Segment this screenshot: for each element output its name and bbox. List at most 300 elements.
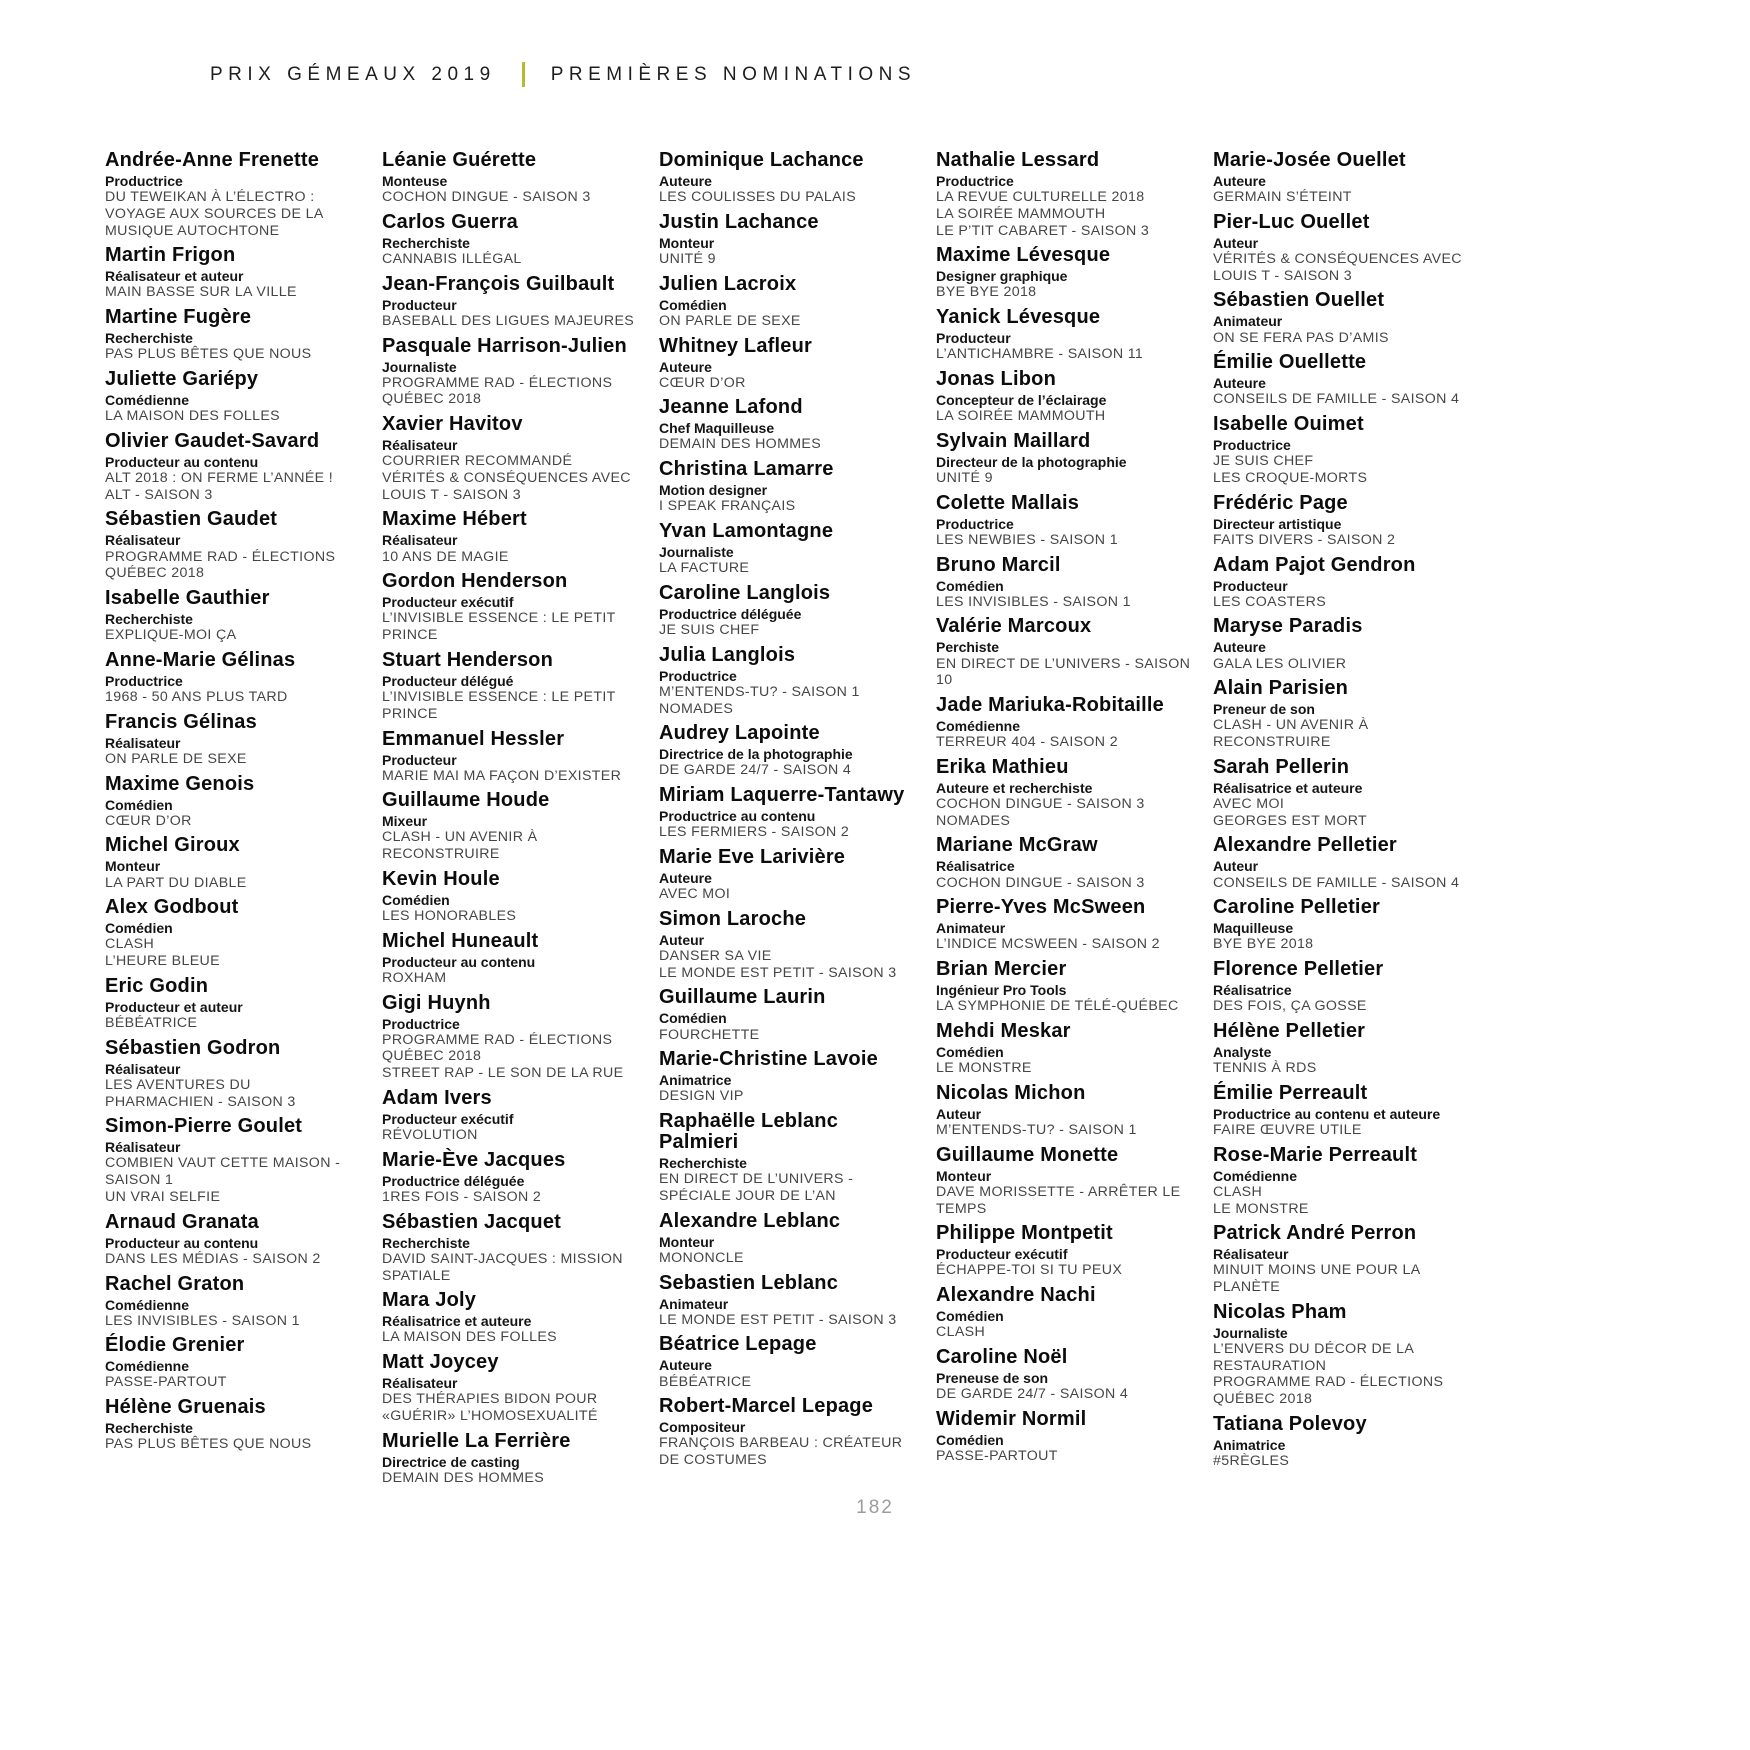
- nominee-name: Alex Godbout: [105, 896, 239, 919]
- nominee-entry: [382, 150, 638, 206]
- nominee-name: Robert-Marcel Lepage: [659, 1395, 874, 1418]
- nominee-role: Producteur délégué: [382, 672, 514, 689]
- nominee-show: PASSE-PARTOUT: [105, 1374, 227, 1391]
- nominee-show: CONSEILS DE FAMILLE - SAISON 4: [1213, 391, 1460, 408]
- nominee-name: Guillaume Laurin: [659, 986, 826, 1009]
- nominee-name: Maxime Hébert: [382, 508, 527, 531]
- nominee-show: GEORGES EST MORT: [1213, 812, 1368, 829]
- nominee-show: LA SYMPHONIE DE TÉLÉ-QUÉBEC: [936, 998, 1179, 1015]
- nominee-show: MINUIT MOINS UNE POUR LA PLANÈTE: [1213, 1262, 1420, 1296]
- nominee-name: Maryse Paradis: [1213, 615, 1363, 638]
- nominee-entry: [936, 695, 1192, 751]
- nominee-show: TERREUR 404 - SAISON 2: [936, 734, 1118, 751]
- nominee-show: CLASH: [1213, 1183, 1263, 1200]
- nominee-entry: [659, 1273, 915, 1329]
- nominee-role: Mixeur: [382, 813, 428, 830]
- nominee-entry: [105, 1116, 361, 1205]
- nominee-role: Réalisateur: [105, 1060, 181, 1077]
- nominee-role: Animateur: [936, 920, 1006, 937]
- nominee-entry: [382, 650, 638, 723]
- header-divider: [522, 62, 525, 87]
- nominee-name: Frédéric Page: [1213, 491, 1348, 514]
- nominee-show: LE MONDE EST PETIT - SAISON 3: [659, 1311, 897, 1328]
- nominee-entry: [382, 1212, 638, 1285]
- nominee-entry: [382, 1088, 638, 1144]
- nominee-show: LA PART DU DIABLE: [105, 874, 247, 891]
- nominee-entry: [1213, 150, 1469, 206]
- nominee-name: Florence Pelletier: [1213, 958, 1384, 981]
- nominee-entry: [659, 723, 915, 779]
- nominee-role: Réalisateur et auteur: [105, 268, 244, 285]
- nominee-entry: [936, 493, 1192, 549]
- nominee-name: Émilie Ouellette: [1213, 351, 1367, 374]
- nominees-column-1: [105, 150, 361, 1493]
- nominee-entry: [659, 583, 915, 639]
- nominee-role: Comédien: [105, 796, 173, 813]
- nominee-show: LES AVENTURES DU PHARMACHIEN - SAISON 3: [105, 1076, 296, 1110]
- nominee-role: Monteur: [659, 234, 715, 251]
- nominee-role: Monteur: [659, 1233, 715, 1250]
- nominee-name: Christina Lamarre: [659, 458, 834, 481]
- nominee-role: Auteur: [659, 931, 705, 948]
- nominee-entry: [936, 1285, 1192, 1341]
- nominee-show: BÉBÉATRICE: [105, 1014, 198, 1031]
- nominee-name: Stuart Henderson: [382, 648, 554, 671]
- nominee-show: DU TEWEIKAN À L’ÉLECTRO : VOYAGE AUX SOURCES DE LA MUSIQUE AUTOCHTONE: [105, 189, 323, 239]
- nominee-entry: [936, 1145, 1192, 1218]
- nominee-show: 1968 - 50 ANS PLUS TARD: [105, 689, 288, 705]
- nominee-entry: [382, 1290, 638, 1346]
- nominee-name: Bruno Marcil: [936, 553, 1061, 576]
- nominee-show: L’INVISIBLE ESSENCE : LE PETIT PRINCE: [382, 689, 616, 722]
- nominee-show: L’ANTICHAMBRE - SAISON 11: [936, 346, 1144, 363]
- nominee-name: Sarah Pellerin: [1213, 755, 1350, 778]
- nominee-role: Productrice: [105, 672, 183, 689]
- nominee-show: UNITÉ 9: [936, 469, 993, 486]
- nominee-role: Réalisateur: [105, 734, 181, 751]
- nominee-name: Marie Eve Larivière: [659, 846, 846, 869]
- nominee-role: Productrice: [936, 515, 1014, 532]
- nominee-show: LES COULISSES DU PALAIS: [659, 189, 857, 206]
- nominee-role: Comédienne: [1213, 1167, 1298, 1184]
- nominee-entry: [1213, 1021, 1469, 1077]
- nominee-role: Animatrice: [659, 1072, 732, 1089]
- nominee-role: Monteuse: [382, 173, 448, 189]
- nominee-show: COCHON DINGUE - SAISON 3: [382, 189, 591, 206]
- nominee-name: Eric Godin: [105, 974, 209, 997]
- nominee-entry: [105, 509, 361, 582]
- nominee-role: Producteur exécutif: [382, 594, 514, 611]
- nominee-name: Julia Langlois: [659, 643, 796, 666]
- nominee-show: LE MONSTRE: [936, 1060, 1032, 1077]
- nominee-role: Réalisateur: [1213, 1246, 1289, 1263]
- nominee-name: Carlos Guerra: [382, 210, 518, 233]
- nominee-name: Jade Mariuka-Robitaille: [936, 694, 1164, 716]
- nominee-name: Olivier Gaudet-Savard: [105, 429, 320, 452]
- nominee-name: Anne-Marie Gélinas: [105, 648, 296, 671]
- nominee-name: Raphaëlle Leblanc Palmieri: [659, 1110, 839, 1154]
- nominee-name: Martine Fugère: [105, 306, 252, 329]
- nominee-role: Comédienne: [105, 1358, 190, 1375]
- nominee-show: LA REVUE CULTURELLE 2018: [936, 189, 1145, 206]
- nominee-show: LES NEWBIES - SAISON 1: [936, 531, 1118, 548]
- nominee-name: Pier-Luc Ouellet: [1213, 210, 1370, 233]
- nominee-role: Producteur au contenu: [382, 953, 536, 970]
- nominee-show: LES COASTERS: [1213, 593, 1327, 610]
- nominee-entry: [382, 869, 638, 925]
- nominee-role: Journaliste: [382, 358, 457, 375]
- nominee-name: Élodie Grenier: [105, 1334, 245, 1357]
- nominee-entry: [105, 1335, 361, 1391]
- nominee-entry: [936, 897, 1192, 953]
- nominee-name: Béatrice Lepage: [659, 1333, 817, 1356]
- nominee-entry: [1213, 1145, 1469, 1218]
- nominee-show: PAS PLUS BÊTES QUE NOUS: [105, 1436, 312, 1453]
- nominee-show: CLASH - UN AVENIR À RECONSTRUIRE: [382, 829, 538, 863]
- nominee-role: Producteur et auteur: [105, 998, 243, 1015]
- nominee-entry: [936, 616, 1192, 689]
- nominee-role: Réalisateur: [382, 532, 458, 549]
- nominee-name: Maxime Lévesque: [936, 244, 1111, 267]
- nominee-show: ON PARLE DE SEXE: [105, 750, 247, 767]
- nominee-entry: [936, 959, 1192, 1015]
- nominee-show: STREET RAP - LE SON DE LA RUE: [382, 1065, 624, 1082]
- nominee-entry: [659, 909, 915, 982]
- nominee-show: M’ENTENDS-TU? - SAISON 1: [936, 1121, 1137, 1138]
- nominee-show: COCHON DINGUE - SAISON 3: [936, 874, 1145, 891]
- nominee-show: LE P’TIT CABARET - SAISON 3: [936, 222, 1150, 239]
- nominee-entry: [1213, 555, 1469, 611]
- nominee-entry: [1213, 616, 1469, 672]
- nominee-entry: [936, 1083, 1192, 1139]
- nominee-entry: [105, 835, 361, 891]
- nominee-entry: [659, 987, 915, 1043]
- nominee-entry: [382, 729, 638, 785]
- nominee-show: ON SE FERA PAS D’AMIS: [1213, 329, 1389, 346]
- nominee-entry: [659, 1111, 915, 1205]
- nominee-name: Matt Joycey: [382, 1351, 499, 1374]
- nominee-role: Producteur: [382, 751, 457, 768]
- nominee-role: Concepteur de l’éclairage: [936, 392, 1107, 409]
- nominee-show: DAVID SAINT-JACQUES : MISSION SPATIALE: [382, 1250, 623, 1284]
- nominee-show: DEMAIN DES HOMMES: [659, 436, 822, 453]
- nominee-show: CONSEILS DE FAMILLE - SAISON 4: [1213, 874, 1460, 891]
- nominee-show: CANNABIS ILLÉGAL: [382, 250, 522, 267]
- nominee-entry: [105, 245, 361, 301]
- nominee-show: M’ENTENDS-TU? - SAISON 1: [659, 683, 860, 700]
- nominee-role: Réalisatrice: [1213, 982, 1292, 999]
- nominee-entry: [382, 336, 638, 409]
- nominee-name: Adam Pajot Gendron: [1213, 553, 1416, 576]
- nominee-name: Jeanne Lafond: [659, 396, 803, 419]
- nominee-role: Auteure: [659, 1357, 712, 1374]
- nominee-show: LE MONSTRE: [1213, 1200, 1309, 1217]
- nominee-show: FAIRE ŒUVRE UTILE: [1213, 1121, 1362, 1138]
- nominee-name: Simon Laroche: [659, 907, 807, 930]
- nominee-entry: [105, 369, 361, 425]
- nominee-entry: [1213, 757, 1469, 830]
- nominee-show: L’INVISIBLE ESSENCE : LE PETIT PRINCE: [382, 610, 616, 644]
- nominee-name: Rose-Marie Perreault: [1213, 1143, 1418, 1166]
- page-number: 182: [856, 1497, 894, 1518]
- nominee-name: Sébastien Gaudet: [105, 508, 278, 531]
- nominee-entry: [382, 571, 638, 644]
- nominees-columns: [105, 150, 1469, 1493]
- nominee-role: Productrice au contenu: [659, 808, 816, 825]
- nominee-role: Réalisateur: [382, 437, 458, 454]
- nominee-show: ALT 2018 : ON FERME L’ANNÉE !: [105, 469, 334, 486]
- nominee-role: Productrice déléguée: [382, 1172, 525, 1189]
- nominee-show: FOURCHETTE: [659, 1026, 760, 1043]
- nominees-column-2: [382, 150, 638, 1493]
- nominee-show: VÉRITÉS & CONSÉQUENCES AVEC LOUIS T - SAISON 3: [1213, 250, 1462, 284]
- nominee-show: DAVE MORISSETTE - ARRÊTER LE TEMPS: [936, 1183, 1181, 1217]
- nominee-name: Yvan Lamontagne: [659, 520, 834, 543]
- nominee-role: Preneuse de son: [936, 1369, 1049, 1386]
- nominees-column-3: [659, 150, 915, 1493]
- nominee-show: DANSER SA VIE: [659, 947, 772, 964]
- nominee-role: Réalisateur: [382, 1375, 458, 1392]
- nominee-show: NOMADES: [659, 700, 734, 717]
- nominee-entry: [936, 1409, 1192, 1465]
- nominee-role: Monteur: [936, 1167, 992, 1184]
- nominee-name: Isabelle Gauthier: [105, 587, 270, 610]
- nominee-role: Auteure: [1213, 639, 1266, 656]
- nominee-name: Caroline Langlois: [659, 581, 831, 604]
- nominee-show: JE SUIS CHEF: [1213, 453, 1314, 470]
- nominee-name: Gordon Henderson: [382, 570, 568, 593]
- nominee-role: Comédienne: [105, 392, 190, 409]
- nominee-show: LA MAISON DES FOLLES: [382, 1329, 557, 1346]
- nominee-show: COMBIEN VAUT CETTE MAISON - SAISON 1: [105, 1155, 341, 1189]
- nominee-name: Jean-François Guilbault: [382, 272, 615, 295]
- nominee-name: Martin Frigon: [105, 244, 236, 267]
- nominee-entry: [382, 790, 638, 863]
- nominee-name: Sébastien Jacquet: [382, 1210, 562, 1233]
- nominee-name: Gigi Huynh: [382, 991, 491, 1014]
- nominee-show: GERMAIN S’ÉTEINT: [1213, 189, 1352, 206]
- nominee-show: EXPLIQUE-MOI ÇA: [105, 627, 237, 644]
- nominee-show: DES THÉRAPIES BIDON POUR «GUÉRIR» L’HOMOSEXUALITÉ: [382, 1391, 598, 1424]
- nominee-show: AVEC MOI: [659, 886, 731, 903]
- nominee-role: Directeur artistique: [1213, 515, 1342, 532]
- nominee-name: Widemir Normil: [936, 1407, 1087, 1430]
- nominee-show: MARIE MAI MA FAÇON D’EXISTER: [382, 767, 622, 784]
- nominee-entry: [1213, 1414, 1469, 1470]
- nominee-role: Productrice: [659, 667, 737, 684]
- nominee-name: Sebastien Leblanc: [659, 1271, 839, 1294]
- nominee-role: Producteur exécutif: [382, 1110, 514, 1127]
- nominee-show: CLASH: [105, 936, 155, 953]
- nominee-role: Auteur: [936, 1105, 982, 1122]
- nominee-role: Preneur de son: [1213, 701, 1315, 718]
- nominee-name: Alexandre Nachi: [936, 1284, 1096, 1307]
- nominee-role: Auteur: [1213, 858, 1259, 875]
- nominee-role: Producteur au contenu: [105, 453, 259, 470]
- nominee-name: Yanick Lévesque: [936, 306, 1101, 329]
- nominee-show: LA MAISON DES FOLLES: [105, 408, 280, 425]
- nominee-name: Kevin Houle: [382, 867, 500, 890]
- nominee-show: LES FERMIERS - SAISON 2: [659, 824, 850, 841]
- nominee-name: Sébastien Ouellet: [1213, 289, 1385, 312]
- nominee-role: Animateur: [659, 1295, 729, 1312]
- nominee-entry: [1213, 493, 1469, 549]
- page-header: [210, 62, 916, 87]
- nominee-entry: [936, 555, 1192, 611]
- nominee-show: L’INDICE MCSWEEN - SAISON 2: [936, 936, 1160, 953]
- nominee-entry: [1213, 352, 1469, 408]
- nominee-entry: [382, 931, 638, 987]
- nominee-show: TENNIS À RDS: [1213, 1060, 1317, 1077]
- nominee-show: #5RÈGLES: [1213, 1453, 1290, 1470]
- nominee-name: Whitney Lafleur: [659, 334, 813, 357]
- nominee-show: PAS PLUS BÊTES QUE NOUS: [105, 346, 312, 363]
- nominees-column-5: [1213, 150, 1469, 1493]
- nominee-show: COCHON DINGUE - SAISON 3: [936, 795, 1145, 812]
- nominee-name: Marie-Ève Jacques: [382, 1148, 566, 1171]
- nominee-name: Sébastien Godron: [105, 1036, 281, 1059]
- header-title-left: PRIX GÉMEAUX 2019: [210, 63, 496, 85]
- nominee-name: Isabelle Ouimet: [1213, 413, 1364, 436]
- nominee-entry: [105, 150, 361, 239]
- nominee-show: EN DIRECT DE L’UNIVERS - SAISON 10: [936, 655, 1191, 689]
- nominee-entry: [659, 336, 915, 392]
- nominee-show: LES INVISIBLES - SAISON 1: [105, 1312, 300, 1329]
- nominee-name: Émilie Perreault: [1213, 1081, 1368, 1104]
- nominee-show: RÉVOLUTION: [382, 1127, 478, 1144]
- nominee-show: LA FACTURE: [659, 560, 750, 577]
- nominee-role: Comédien: [382, 891, 450, 908]
- nominee-role: Recherchiste: [105, 330, 193, 347]
- nominee-role: Productrice: [936, 173, 1014, 189]
- nominee-role: Productrice déléguée: [659, 605, 802, 622]
- nominee-name: Rachel Graton: [105, 1272, 245, 1295]
- nominee-show: FRANÇOIS BARBEAU : CRÉATEUR DE COSTUMES: [659, 1435, 903, 1469]
- nominee-name: Michel Giroux: [105, 834, 240, 857]
- nominee-entry: [1213, 290, 1469, 346]
- nominee-role: Comédienne: [936, 718, 1021, 734]
- nominee-entry: [105, 650, 361, 706]
- nominee-show: CŒUR D’OR: [105, 812, 192, 829]
- nominee-role: Ingénieur Pro Tools: [936, 982, 1067, 999]
- nominee-entry: [382, 212, 638, 268]
- nominee-show: L’ENVERS DU DÉCOR DE LA RESTAURATION: [1213, 1340, 1414, 1374]
- nominee-role: Producteur: [1213, 577, 1288, 594]
- nominee-name: Valérie Marcoux: [936, 615, 1092, 638]
- nominee-entry: [659, 459, 915, 515]
- nominee-show: PASSE-PARTOUT: [936, 1447, 1058, 1464]
- nominee-role: Productrice au contenu et auteure: [1213, 1105, 1441, 1122]
- nominee-entry: [659, 274, 915, 330]
- nominee-role: Recherchiste: [105, 611, 193, 628]
- nominee-entry: [936, 307, 1192, 363]
- nominee-role: Auteure: [1213, 375, 1266, 392]
- nominee-role: Motion designer: [659, 482, 768, 499]
- nominee-name: Nathalie Lessard: [936, 149, 1100, 171]
- header-title-right: PREMIÈRES NOMINATIONS: [550, 63, 917, 85]
- nominee-entry: [1213, 1083, 1469, 1139]
- nominee-show: I SPEAK FRANÇAIS: [659, 498, 796, 515]
- nominee-entry: [105, 307, 361, 363]
- nominee-entry: [936, 431, 1192, 487]
- nominee-show: 1RES FOIS - SAISON 2: [382, 1188, 542, 1205]
- nominee-name: Jonas Libon: [936, 368, 1056, 391]
- nominee-role: Comédien: [659, 296, 727, 313]
- nominee-role: Monteur: [105, 858, 161, 875]
- nominee-name: Patrick André Perron: [1213, 1222, 1417, 1245]
- nominee-name: Dominique Lachance: [659, 149, 864, 171]
- nominee-name: Andrée-Anne Frenette: [105, 149, 320, 171]
- nominee-entry: [659, 150, 915, 206]
- nominee-show: PROGRAMME RAD - ÉLECTIONS QUÉBEC 2018: [1213, 1374, 1444, 1408]
- nominee-role: Auteure: [659, 173, 712, 189]
- nominee-role: Comédien: [105, 920, 173, 937]
- nominee-entry: [382, 993, 638, 1082]
- nominee-role: Journaliste: [1213, 1324, 1288, 1341]
- nominee-show: CLASH: [936, 1324, 986, 1341]
- nominee-role: Recherchiste: [659, 1155, 747, 1172]
- nominee-show: MAIN BASSE SUR LA VILLE: [105, 284, 297, 301]
- nominee-name: Mara Joly: [382, 1289, 477, 1312]
- nominee-entry: [105, 1212, 361, 1268]
- nominee-name: Juliette Gariépy: [105, 368, 259, 391]
- nominee-role: Recherchiste: [105, 1420, 193, 1437]
- nominee-show: CŒUR D’OR: [659, 374, 746, 391]
- nominee-role: Producteur: [936, 330, 1011, 347]
- nominee-entry: [105, 976, 361, 1032]
- nominee-entry: [105, 774, 361, 830]
- nominee-name: Michel Huneault: [382, 929, 539, 952]
- nominee-entry: [659, 785, 915, 841]
- nominee-name: Mehdi Meskar: [936, 1019, 1071, 1042]
- nominee-name: Marie-Christine Lavoie: [659, 1048, 878, 1071]
- nominee-entry: [659, 212, 915, 268]
- nominee-name: Guillaume Monette: [936, 1143, 1119, 1166]
- nominee-show: GALA LES OLIVIER: [1213, 655, 1347, 672]
- nominee-entry: [659, 847, 915, 903]
- nominee-show: NOMADES: [936, 812, 1011, 829]
- nominee-role: Recherchiste: [382, 234, 470, 251]
- nominee-name: Emmanuel Hessler: [382, 727, 565, 750]
- nominee-entry: [1213, 959, 1469, 1015]
- nominee-role: Producteur au contenu: [105, 1234, 259, 1251]
- nominee-entry: [659, 1334, 915, 1390]
- nominee-entry: [936, 150, 1192, 239]
- nominee-entry: [936, 1223, 1192, 1279]
- nominee-role: Comédien: [659, 1010, 727, 1027]
- nominee-role: Comédien: [936, 577, 1004, 594]
- nominee-name: Brian Mercier: [936, 958, 1067, 981]
- nominee-role: Chef Maquilleuse: [659, 420, 775, 437]
- nominee-entry: [105, 1274, 361, 1330]
- nominee-name: Mariane McGraw: [936, 834, 1098, 857]
- nominee-show: JE SUIS CHEF: [659, 622, 760, 638]
- nominee-show: VÉRITÉS & CONSÉQUENCES AVEC LOUIS T - SAISON 3: [382, 469, 631, 503]
- nominee-entry: [936, 757, 1192, 830]
- nominee-show: DE GARDE 24/7 - SAISON 4: [936, 1386, 1129, 1403]
- nominee-entry: [936, 835, 1192, 891]
- nominee-name: Alexandre Leblanc: [659, 1209, 841, 1232]
- nominee-role: Productrice: [382, 1015, 460, 1032]
- nominee-name: Miriam Laquerre-Tantawy: [659, 784, 905, 807]
- nominee-entry: [659, 521, 915, 577]
- nominee-entry: [659, 1396, 915, 1469]
- nominee-role: Comédienne: [105, 1296, 190, 1313]
- nominee-show: DEMAIN DES HOMMES: [382, 1469, 545, 1486]
- nominee-entry: [659, 1049, 915, 1105]
- nominee-name: Murielle La Ferrière: [382, 1429, 571, 1452]
- nominee-name: Marie-Josée Ouellet: [1213, 149, 1406, 171]
